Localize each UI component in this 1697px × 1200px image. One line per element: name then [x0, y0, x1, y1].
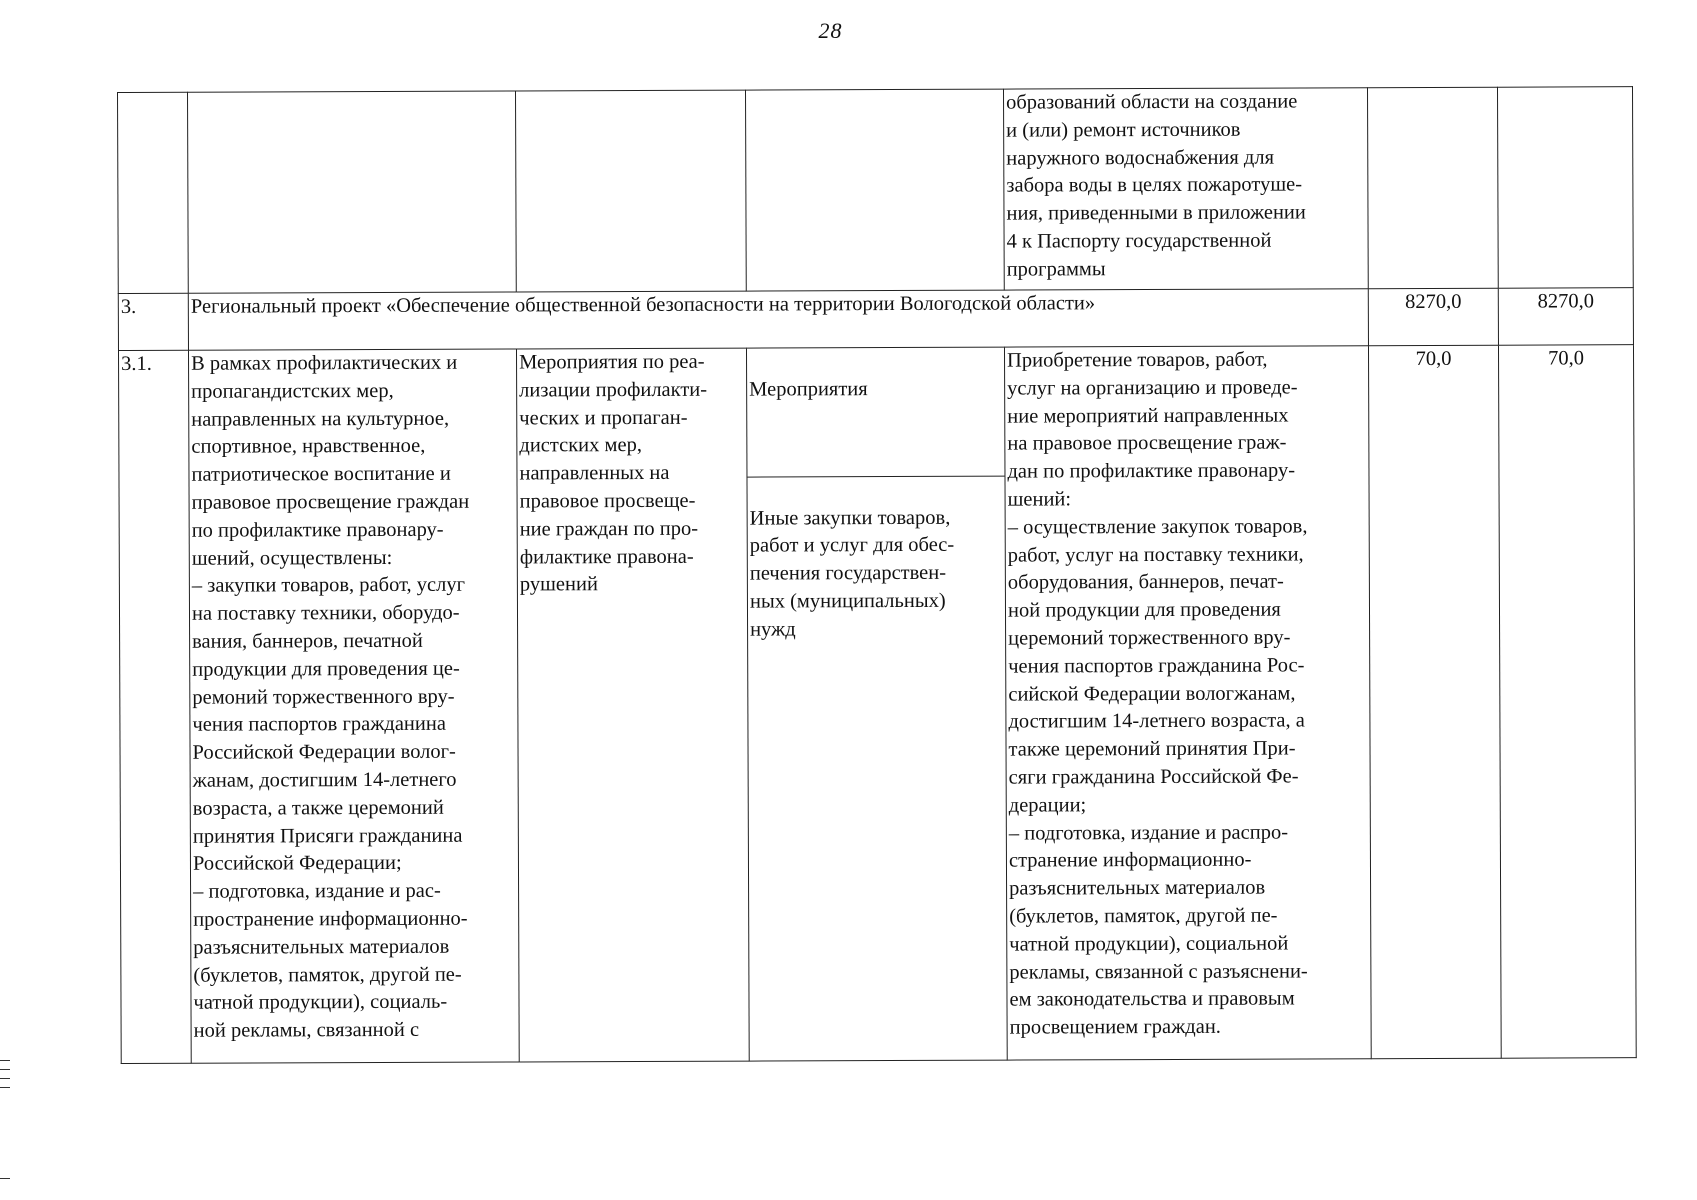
- cell-amount-fact: 8270,0: [1498, 288, 1633, 346]
- cell-amount-plan: [1367, 87, 1498, 288]
- cell-expense-type: [746, 347, 1007, 1061]
- cell-number: 3.: [118, 293, 188, 350]
- cell-activity: Мероприятия по реа- лизации профилакти- ческих и пропаган- дистских мер, направленных на правовое просвеще- ние граждан по про- филактике правона- рушений: [516, 348, 749, 1062]
- cell-amount-plan: 70,0: [1368, 345, 1501, 1058]
- scan-margin-dash: [0, 1178, 10, 1179]
- table-row-measure: [118, 345, 1636, 1064]
- cell-expense-category: Мероприятия: [747, 375, 1004, 477]
- page-number: 28: [818, 18, 843, 43]
- cell-result: [188, 91, 517, 293]
- table-row-continuation: [118, 87, 1634, 294]
- cell-project-title: Региональный проект «Обеспечение общественной безопасности на территории Вологодской области»: [188, 289, 1368, 351]
- cell-amount-fact: 70,0: [1498, 345, 1636, 1059]
- cell-activity: [515, 90, 746, 292]
- cell-number: 3.1.: [118, 350, 191, 1063]
- table-row-project: [118, 288, 1633, 351]
- cell-expense-type: [745, 89, 1004, 291]
- cell-expense-subcategory: Иные закупки товаров, работ и услуг для обес- печения государствен- ных (муниципальных) нужд: [749, 506, 955, 641]
- program-table: [117, 86, 1637, 1064]
- cell-description: образований области на создание и (или) ремонт источников наружного водоснабжения для забора воды в целях пожаротуше- ния, приведенными в приложении 4 к Паспорту государственной программы: [1003, 88, 1368, 290]
- cell-result: В рамках профилактических и пропагандистских мер, направленных на культурное, спортивное, нравственное, патриотическое воспитание и правовое просвещение граждан по профилактике правонару- шений, осуществлены: – закупки товаров, работ, услуг на поставку техники, оборудо- вания, баннеров, печатной продукции для проведения це- ремоний торжественного вру- чения паспортов гражданина Российской Федерации волог- жанам, достигшим 14-летнего возраста, а также церемоний принятия Присяги гражданина Российской Федерации; – подготовка, издание и рас- пространение информационно- разъяснительных материалов (буклетов, памяток, другой пе- чатной продукции), социаль- ной рекламы, связанной с: [188, 349, 519, 1063]
- cell-amount-plan: 8270,0: [1368, 288, 1498, 345]
- cell-amount-fact: [1497, 87, 1633, 289]
- scan-margin-marks: [0, 1060, 10, 1096]
- cell-number: [118, 92, 189, 293]
- cell-description: Приобретение товаров, работ, услуг на организацию и проведе- ние мероприятий направленных на правовое просвещение граж- дан по профилактике правонару- шений: – осуществление закупок товаров, работ, услуг на поставку техники, оборудования, баннеров, печат- ной продукции для проведения церемоний торжественного вру- чения паспортов гражданина Рос- сийской Федерации вологжанам, достигшим 14-летнего возраста, а также церемоний принятия При- сяги гражданина Российской Фе- дерации; – подготовка, издание и распро- странение информационно- разъяснительных материалов (буклетов, памяток, другой пе- чатной продукции), социальной рекламы, связанной с разъяснени- ем законодательства и правовым просвещением граждан.: [1004, 346, 1371, 1060]
